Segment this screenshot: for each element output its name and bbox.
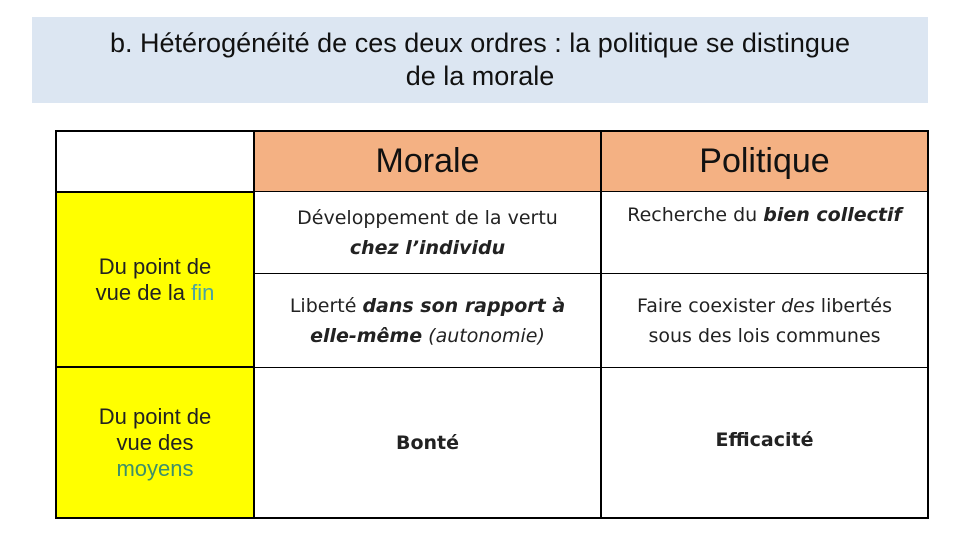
cell-text-line2	[310, 321, 545, 351]
cell-text-prefix: Faire coexister	[637, 294, 782, 317]
cell-fin-morale-2	[253, 274, 600, 367]
cell-text-prefix: Recherche du	[627, 204, 764, 226]
slide-title	[32, 17, 928, 103]
row-label-fin-line1: Du point de	[98, 253, 212, 279]
cell-moyens-morale	[253, 367, 600, 519]
cell-text: Bonté	[395, 431, 460, 454]
title-line-1: b. Hétérogénéité de ces deux ordres : la politique se distingue	[110, 28, 850, 58]
header-politique	[600, 130, 929, 192]
row-label-moyens-accent: moyens	[116, 455, 194, 481]
cell-text-suffix: (autonomie)	[422, 324, 545, 347]
title-line-2: de la morale	[405, 61, 555, 91]
cell-text	[627, 200, 901, 230]
row-label-moyens-line1: Du point de	[98, 403, 212, 429]
cell-fin-politique-2	[600, 274, 929, 367]
table-corner-cell	[55, 130, 253, 192]
header-politique-label: Politique	[699, 142, 830, 180]
row-label-fin-prefix: vue de la	[95, 279, 192, 305]
cell-fin-morale-1	[253, 192, 600, 274]
row-label-fin-line2	[96, 280, 215, 306]
cell-fin-politique-1	[600, 192, 929, 274]
cell-text-emphasis: dans son rapport à	[362, 294, 566, 317]
cell-text-line1	[290, 291, 565, 321]
row-label-fin-accent: fin	[191, 279, 215, 305]
cell-text: Efficacité	[715, 428, 814, 451]
row-label-moyens-line2: vue des	[116, 429, 194, 455]
cell-text-emphasis: des	[781, 294, 815, 317]
row-label-moyens	[55, 367, 253, 519]
header-morale-label: Morale	[375, 142, 480, 180]
row-label-fin	[55, 192, 253, 367]
cell-moyens-politique	[600, 367, 929, 519]
cell-text-emphasis: elle-même	[310, 324, 423, 347]
cell-text: Développement de la vertu	[297, 206, 558, 229]
cell-text-prefix: Liberté	[289, 294, 363, 317]
cell-text-line2: sous des lois communes	[648, 324, 881, 347]
cell-text-emphasis: chez l’individu	[349, 236, 506, 259]
cell-text-suffix: libertés	[814, 294, 892, 317]
header-morale	[253, 130, 600, 192]
cell-text-emphasis: bien collectif	[763, 204, 902, 226]
cell-text-line1	[637, 291, 892, 321]
